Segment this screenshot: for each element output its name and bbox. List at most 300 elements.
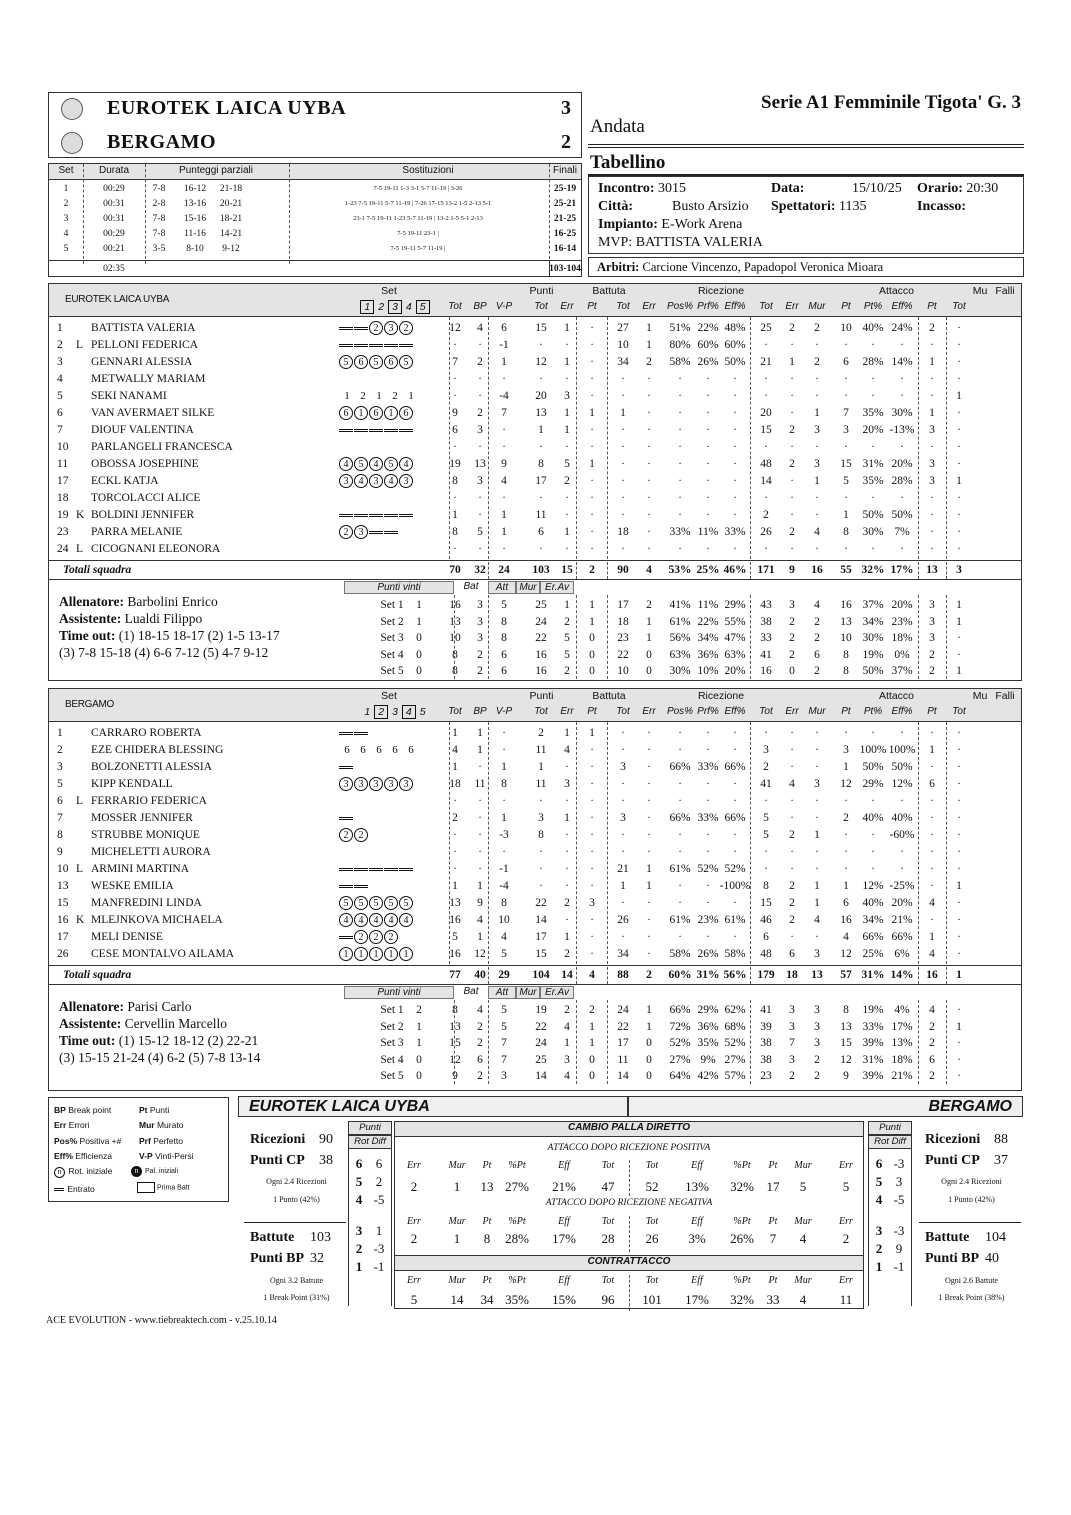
summary-value: 27% bbox=[505, 1179, 529, 1194]
set-participation bbox=[339, 861, 449, 878]
rotation-circle-icon: 2 bbox=[384, 930, 398, 944]
set-stat-value: 0 bbox=[646, 1053, 652, 1066]
stat-value: 1 bbox=[929, 356, 935, 368]
stat-value: · bbox=[871, 373, 875, 385]
set-stat-row bbox=[49, 647, 1021, 663]
stat-value: · bbox=[733, 509, 737, 521]
set-stat-value: 2 bbox=[929, 1070, 935, 1082]
summary-head: Pt bbox=[768, 1275, 778, 1286]
data-label: Data: bbox=[771, 181, 805, 196]
set-stat-value: 22 bbox=[535, 1020, 547, 1033]
spettatori-label: Spettatori: bbox=[771, 199, 836, 214]
total-duration: 02:35 bbox=[103, 264, 125, 274]
substitute-bar-icon bbox=[384, 429, 398, 432]
set-stat-value: 13 bbox=[840, 615, 852, 628]
stat-value: · bbox=[453, 543, 457, 555]
set-rotation-text: 1 bbox=[344, 390, 350, 402]
stat-value: · bbox=[790, 727, 794, 739]
player-number: 15 bbox=[57, 897, 69, 909]
stat-value: · bbox=[764, 373, 768, 385]
team-header-name: EUROTEK LAICA UYBA bbox=[65, 294, 170, 305]
set-stat-value: 18% bbox=[891, 1053, 913, 1066]
player-name: CESE MONTALVO AILAMA bbox=[91, 948, 235, 960]
rotation-circle-icon: 4 bbox=[354, 913, 368, 927]
bat-value: 104 bbox=[985, 1230, 1006, 1245]
stat-value: 34 bbox=[617, 948, 629, 960]
stat-value: 10 bbox=[498, 914, 510, 926]
stat-value: 1 bbox=[538, 424, 544, 436]
column-divider bbox=[750, 562, 751, 579]
stat-value: 3 bbox=[814, 778, 820, 790]
rec-label: Ricezioni bbox=[925, 1132, 981, 1147]
stat-value: 1 bbox=[646, 863, 652, 875]
summary-head: Tot bbox=[645, 1216, 659, 1227]
set-stat-value: 0 bbox=[416, 1053, 422, 1066]
divider bbox=[919, 1222, 1021, 1223]
set-label: Set 5 bbox=[380, 665, 404, 677]
set-number: 1 bbox=[63, 184, 69, 194]
set-stat-value: 30% bbox=[862, 632, 884, 644]
stat-value: 1 bbox=[956, 880, 962, 892]
column-divider bbox=[83, 164, 84, 264]
stat-value: 1 bbox=[564, 931, 570, 943]
set-stat-value: 2 bbox=[814, 1053, 820, 1066]
stat-value: · bbox=[539, 846, 543, 858]
summary-head: Mur bbox=[794, 1160, 812, 1171]
player-row bbox=[49, 354, 1021, 371]
column-divider bbox=[576, 562, 577, 579]
set-stat-value: 16 bbox=[449, 599, 461, 611]
stat-value: 2 bbox=[789, 458, 795, 470]
stat-value: 40% bbox=[862, 897, 884, 909]
set-stat-value: 18% bbox=[891, 632, 913, 644]
substitute-bar-icon bbox=[339, 817, 353, 820]
rotation-diff: -3 bbox=[893, 1156, 905, 1171]
set-stat-value: 2 bbox=[564, 615, 570, 628]
rotation-circle-icon: 4 bbox=[339, 457, 353, 471]
divider bbox=[49, 579, 1021, 580]
set-participation bbox=[339, 759, 449, 776]
player-row bbox=[49, 946, 1021, 963]
stat-value: 2 bbox=[763, 761, 769, 773]
set-final-score: 21-25 bbox=[553, 214, 577, 224]
legend-key: Err bbox=[54, 1120, 67, 1130]
stat-value: 60% bbox=[697, 339, 719, 351]
stat-value: 24% bbox=[891, 322, 913, 334]
stat-value: · bbox=[621, 778, 625, 790]
set-head-numbers bbox=[345, 300, 445, 314]
stat-value: 1 bbox=[814, 897, 820, 909]
set-head-number: 5 bbox=[416, 300, 430, 314]
set-participation bbox=[339, 388, 449, 405]
player-number: 11 bbox=[57, 458, 69, 470]
stat-value: -3 bbox=[499, 829, 509, 841]
stat-value: 50% bbox=[891, 761, 913, 773]
stat-value: 5 bbox=[564, 458, 570, 470]
stat-value: 41 bbox=[760, 778, 772, 790]
legend-text: Punti bbox=[149, 1105, 170, 1115]
player-name: CICOGNANI ELEONORA bbox=[91, 543, 221, 555]
one-bp: 1 Break Point (31%) bbox=[263, 1293, 330, 1302]
stat-value: · bbox=[706, 390, 710, 402]
set-stat-value: 1 bbox=[589, 1020, 595, 1033]
sets-header-cell: Finali bbox=[553, 165, 577, 176]
set-stat-value: 16 bbox=[535, 665, 547, 677]
stat-value: · bbox=[706, 407, 710, 419]
column-head: Tot bbox=[759, 301, 773, 312]
stat-value: · bbox=[733, 390, 737, 402]
set-participation bbox=[339, 946, 449, 963]
total-value: 90 bbox=[617, 564, 629, 576]
total-value: 53% bbox=[668, 564, 692, 576]
rotation: 3 bbox=[875, 1223, 883, 1238]
rotation: 2 bbox=[875, 1241, 883, 1256]
stat-value: · bbox=[478, 543, 482, 555]
set-stat-value: 2 bbox=[929, 1020, 935, 1033]
stat-value: · bbox=[565, 863, 569, 875]
total-value: 70 bbox=[449, 564, 461, 576]
column-divider bbox=[454, 1000, 455, 1084]
stat-value: · bbox=[764, 390, 768, 402]
set-label: Set 2 bbox=[380, 615, 404, 628]
divider bbox=[49, 260, 581, 261]
stat-value: -25% bbox=[889, 880, 915, 892]
stat-value: · bbox=[647, 778, 651, 790]
stat-value: · bbox=[478, 829, 482, 841]
substitute-bar-icon bbox=[339, 327, 353, 330]
stat-value: 33% bbox=[724, 526, 746, 538]
stat-value: -60% bbox=[889, 829, 915, 841]
set-stat-value: 16 bbox=[840, 599, 852, 611]
set-stat-value: 37% bbox=[891, 665, 913, 677]
set-duration: 00:31 bbox=[103, 214, 125, 224]
phase: Andata bbox=[590, 116, 645, 137]
player-row bbox=[49, 861, 1021, 878]
substitute-bar-icon bbox=[339, 429, 353, 432]
stat-value: 1 bbox=[956, 390, 962, 402]
column-head: Tot bbox=[448, 706, 462, 717]
stat-value: · bbox=[478, 339, 482, 351]
substitute-bar-icon bbox=[339, 514, 353, 517]
set-stat-value: 27% bbox=[724, 1053, 746, 1066]
stat-value: 40% bbox=[862, 322, 884, 334]
set-stat-value: 1 bbox=[646, 615, 652, 628]
column-divider bbox=[607, 595, 608, 679]
set-stat-value: 2 bbox=[477, 1020, 483, 1033]
set-stat-value: 8 bbox=[843, 1004, 849, 1016]
player-name: FERRARIO FEDERICA bbox=[91, 795, 207, 807]
total-value: 14 bbox=[561, 969, 573, 981]
stat-value: · bbox=[621, 897, 625, 909]
summary-value: 7 bbox=[769, 1231, 777, 1246]
stat-value: 4 bbox=[501, 931, 507, 943]
stat-value: · bbox=[647, 795, 651, 807]
stat-value: 1 bbox=[589, 407, 595, 419]
summary-value: 17% bbox=[552, 1231, 576, 1246]
player-number: 5 bbox=[57, 390, 63, 402]
column-divider bbox=[918, 562, 919, 579]
set-participation bbox=[339, 742, 449, 759]
rotation-circle-icon: 3 bbox=[354, 777, 368, 791]
stat-value: 26 bbox=[617, 914, 629, 926]
substitute-bar-icon bbox=[354, 327, 368, 330]
stat-value: · bbox=[453, 829, 457, 841]
every-rec: Ogni 2.4 Ricezioni bbox=[266, 1177, 327, 1186]
set-stat-value: 63% bbox=[669, 648, 691, 661]
stat-value: · bbox=[844, 441, 848, 453]
player-number: 26 bbox=[57, 948, 69, 960]
summary-value: 5 bbox=[799, 1179, 807, 1194]
rotation-circle-icon: 1 bbox=[339, 947, 353, 961]
set-stat-value: 5 bbox=[501, 1004, 507, 1016]
set-stat-value: 10% bbox=[697, 665, 719, 677]
stat-value: · bbox=[678, 373, 682, 385]
stat-value: 1 bbox=[501, 356, 507, 368]
stat-value: · bbox=[844, 373, 848, 385]
set-stat-value: 23 bbox=[617, 632, 629, 644]
stat-value: · bbox=[733, 424, 737, 436]
rotation-circle-icon: 1 bbox=[384, 406, 398, 420]
substitute-bar-icon bbox=[399, 429, 413, 432]
legend-text: Efficienza bbox=[75, 1151, 112, 1161]
home-name-band: EUROTEK LAICA UYBA bbox=[238, 1096, 628, 1117]
player-number: 3 bbox=[57, 761, 63, 773]
set-participation bbox=[339, 725, 449, 742]
stat-value: · bbox=[900, 441, 904, 453]
stat-value: · bbox=[621, 458, 625, 470]
stat-value: 1 bbox=[452, 727, 458, 739]
stat-value: 58% bbox=[724, 948, 746, 960]
stat-value: 1 bbox=[564, 526, 570, 538]
stat-value: 1 bbox=[929, 407, 935, 419]
stat-value: · bbox=[790, 339, 794, 351]
rotation-circle-icon: 3 bbox=[369, 474, 383, 488]
player-row bbox=[49, 759, 1021, 776]
stat-value: · bbox=[621, 390, 625, 402]
stat-value: · bbox=[678, 795, 682, 807]
set-stat-value: 61% bbox=[669, 615, 691, 628]
stat-value: · bbox=[478, 390, 482, 402]
stat-value: · bbox=[678, 492, 682, 504]
stat-value: 34 bbox=[617, 356, 629, 368]
stat-value: 6 bbox=[843, 356, 849, 368]
set-stat-row bbox=[49, 1052, 1021, 1068]
set-stat-value: 24 bbox=[535, 615, 547, 628]
substitute-bar-icon bbox=[339, 885, 353, 888]
summary-value: 17 bbox=[766, 1179, 780, 1194]
stat-value: 7 bbox=[452, 356, 458, 368]
set-stat-value: 4 bbox=[929, 1004, 935, 1016]
set-stat-value: 2 bbox=[564, 665, 570, 677]
set-stat-value: 0 bbox=[646, 648, 652, 661]
stat-value: · bbox=[790, 390, 794, 402]
stat-value: 8 bbox=[501, 778, 507, 790]
set-participation bbox=[339, 878, 449, 895]
summary-head: Pt bbox=[482, 1275, 492, 1286]
stat-value: · bbox=[815, 761, 819, 773]
stat-value: 16 bbox=[449, 914, 461, 926]
coach-name: Parisi Carlo bbox=[127, 999, 192, 1014]
stat-value: · bbox=[733, 795, 737, 807]
set-stat-value: 1 bbox=[416, 1020, 422, 1033]
column-group-label: Falli bbox=[995, 690, 1015, 702]
set-stat-value: 3 bbox=[929, 615, 935, 628]
stat-value: 3 bbox=[589, 897, 595, 909]
rotation: 6 bbox=[875, 1156, 883, 1171]
rotation-diff: -3 bbox=[373, 1241, 385, 1256]
stat-value: · bbox=[478, 441, 482, 453]
player-row bbox=[49, 439, 1021, 456]
stat-value: 5 bbox=[477, 526, 483, 538]
stat-value: · bbox=[957, 509, 961, 521]
stat-value: 2 bbox=[646, 356, 652, 368]
away-team-row bbox=[49, 127, 581, 159]
set-stat-value: · bbox=[957, 1037, 961, 1049]
stat-value: 8 bbox=[538, 829, 544, 841]
stat-value: · bbox=[871, 846, 875, 858]
summary-value: 34 bbox=[480, 1292, 494, 1307]
home-team-name: EUROTEK LAICA UYBA bbox=[107, 97, 347, 119]
total-value: 13 bbox=[811, 969, 823, 981]
player-name: BATTISTA VALERIA bbox=[91, 322, 196, 334]
stat-value: · bbox=[790, 407, 794, 419]
impianto-label: Impianto: bbox=[598, 217, 658, 232]
stat-value: 8 bbox=[452, 475, 458, 487]
summary-value: 4 bbox=[799, 1231, 807, 1246]
rotation-circle-icon: 3 bbox=[399, 474, 413, 488]
set-rotation-text: 1 bbox=[376, 390, 382, 402]
set-stat-value: 0 bbox=[589, 665, 595, 677]
player-name: MICHELETTI AURORA bbox=[91, 846, 211, 858]
stat-value: 19 bbox=[449, 458, 461, 470]
stat-value: 1 bbox=[538, 761, 544, 773]
player-number: 4 bbox=[57, 373, 63, 385]
rotation-circle-icon: 4 bbox=[384, 913, 398, 927]
player-role: K bbox=[76, 914, 85, 926]
total-value: 2 bbox=[589, 564, 595, 576]
set-stat-value: 1 bbox=[416, 599, 422, 611]
stat-value: · bbox=[678, 509, 682, 521]
column-head: Pos% bbox=[666, 301, 694, 312]
player-row bbox=[49, 725, 1021, 742]
summary-value: 33 bbox=[766, 1292, 780, 1307]
stat-value: 33% bbox=[697, 812, 719, 824]
stat-value: 11% bbox=[697, 526, 719, 538]
rotation-diff: -1 bbox=[893, 1259, 905, 1274]
rotation-diff: -3 bbox=[893, 1223, 905, 1238]
timeout-label: Time out: bbox=[59, 1033, 116, 1048]
stat-value: · bbox=[930, 526, 934, 538]
substitute-bar-icon bbox=[354, 885, 368, 888]
player-row bbox=[49, 895, 1021, 912]
stat-value: 14% bbox=[891, 356, 913, 368]
summary-value: 1 bbox=[453, 1179, 461, 1194]
stat-value: · bbox=[539, 373, 543, 385]
set-participation bbox=[339, 827, 449, 844]
set-stat-value: 3 bbox=[789, 599, 795, 611]
set-number: 4 bbox=[63, 229, 69, 239]
legend-key: Eff% bbox=[54, 1151, 73, 1161]
stat-value: · bbox=[590, 356, 594, 368]
set-stat-value: 10 bbox=[449, 632, 461, 644]
stat-value: 8 bbox=[501, 897, 507, 909]
stat-value: · bbox=[957, 458, 961, 470]
set-stat-value: 13 bbox=[449, 1020, 461, 1033]
stat-value: · bbox=[706, 727, 710, 739]
stat-value: · bbox=[478, 761, 482, 773]
substitute-bar-icon bbox=[399, 514, 413, 517]
total-value: 31% bbox=[696, 969, 720, 981]
substitutions: 1-23 7-5 19-11 5-7 11-19 | 7-26 17-15 13-2 1-5 2-13 5-1 bbox=[344, 200, 492, 207]
stat-value: · bbox=[590, 948, 594, 960]
stat-value: 9 bbox=[452, 407, 458, 419]
set-head-number: 3 bbox=[388, 300, 402, 314]
rotation-circle-icon: 2 bbox=[369, 930, 383, 944]
stat-value: 13 bbox=[449, 897, 461, 909]
set-stat-value: 20% bbox=[724, 665, 746, 677]
set-stat-value: 21% bbox=[891, 1070, 913, 1082]
column-head: Err bbox=[560, 706, 574, 717]
stat-value: · bbox=[790, 812, 794, 824]
summary-value: 15% bbox=[552, 1292, 576, 1307]
stat-value: · bbox=[844, 846, 848, 858]
set-stat-value: 0% bbox=[894, 648, 910, 661]
stat-value: 11 bbox=[535, 778, 547, 790]
column-divider bbox=[946, 1000, 947, 1084]
set-rotation-text: 6 bbox=[376, 744, 382, 756]
total-value: 4 bbox=[589, 969, 595, 981]
stat-value: · bbox=[453, 492, 457, 504]
rotation-circle-icon: 4 bbox=[354, 474, 368, 488]
set-stat-value: 19% bbox=[862, 648, 884, 661]
divider bbox=[49, 560, 1021, 561]
stat-value: 2 bbox=[477, 407, 483, 419]
stat-value: · bbox=[565, 509, 569, 521]
orario-value: 20:30 bbox=[966, 181, 999, 196]
substitute-bar-icon bbox=[354, 732, 368, 735]
stat-value: 20 bbox=[535, 390, 547, 402]
total-value: 31% bbox=[861, 969, 885, 981]
set-stat-value: 8 bbox=[452, 648, 458, 661]
set-stat-value: 4 bbox=[564, 1020, 570, 1033]
stat-value: 3 bbox=[620, 812, 626, 824]
set-participation bbox=[339, 473, 449, 490]
stat-value: · bbox=[565, 880, 569, 892]
partial-2: 15-16 bbox=[183, 214, 207, 224]
stat-value: -1 bbox=[499, 339, 509, 351]
column-divider bbox=[549, 260, 550, 276]
total-value: 103 bbox=[532, 564, 550, 576]
stat-value: 29% bbox=[862, 778, 884, 790]
stat-value: · bbox=[815, 441, 819, 453]
stat-value: 66% bbox=[724, 812, 746, 824]
stat-value: 2 bbox=[929, 322, 935, 334]
set-stat-value: 0 bbox=[789, 665, 795, 677]
stat-value: · bbox=[844, 339, 848, 351]
stat-value: 15 bbox=[760, 424, 772, 436]
set-stat-value: 2 bbox=[477, 1070, 483, 1082]
set-stat-value: 0 bbox=[589, 648, 595, 661]
stat-value: · bbox=[647, 407, 651, 419]
stat-value: 12% bbox=[862, 880, 884, 892]
stat-value: · bbox=[565, 543, 569, 555]
stat-value: · bbox=[900, 339, 904, 351]
substitute-bar-icon bbox=[369, 868, 383, 871]
partial-2: 11-16 bbox=[184, 229, 206, 239]
set-stat-value: 5 bbox=[564, 632, 570, 644]
home-stats-table bbox=[48, 283, 1022, 681]
player-name: OBOSSA JOSEPHINE bbox=[91, 458, 199, 470]
